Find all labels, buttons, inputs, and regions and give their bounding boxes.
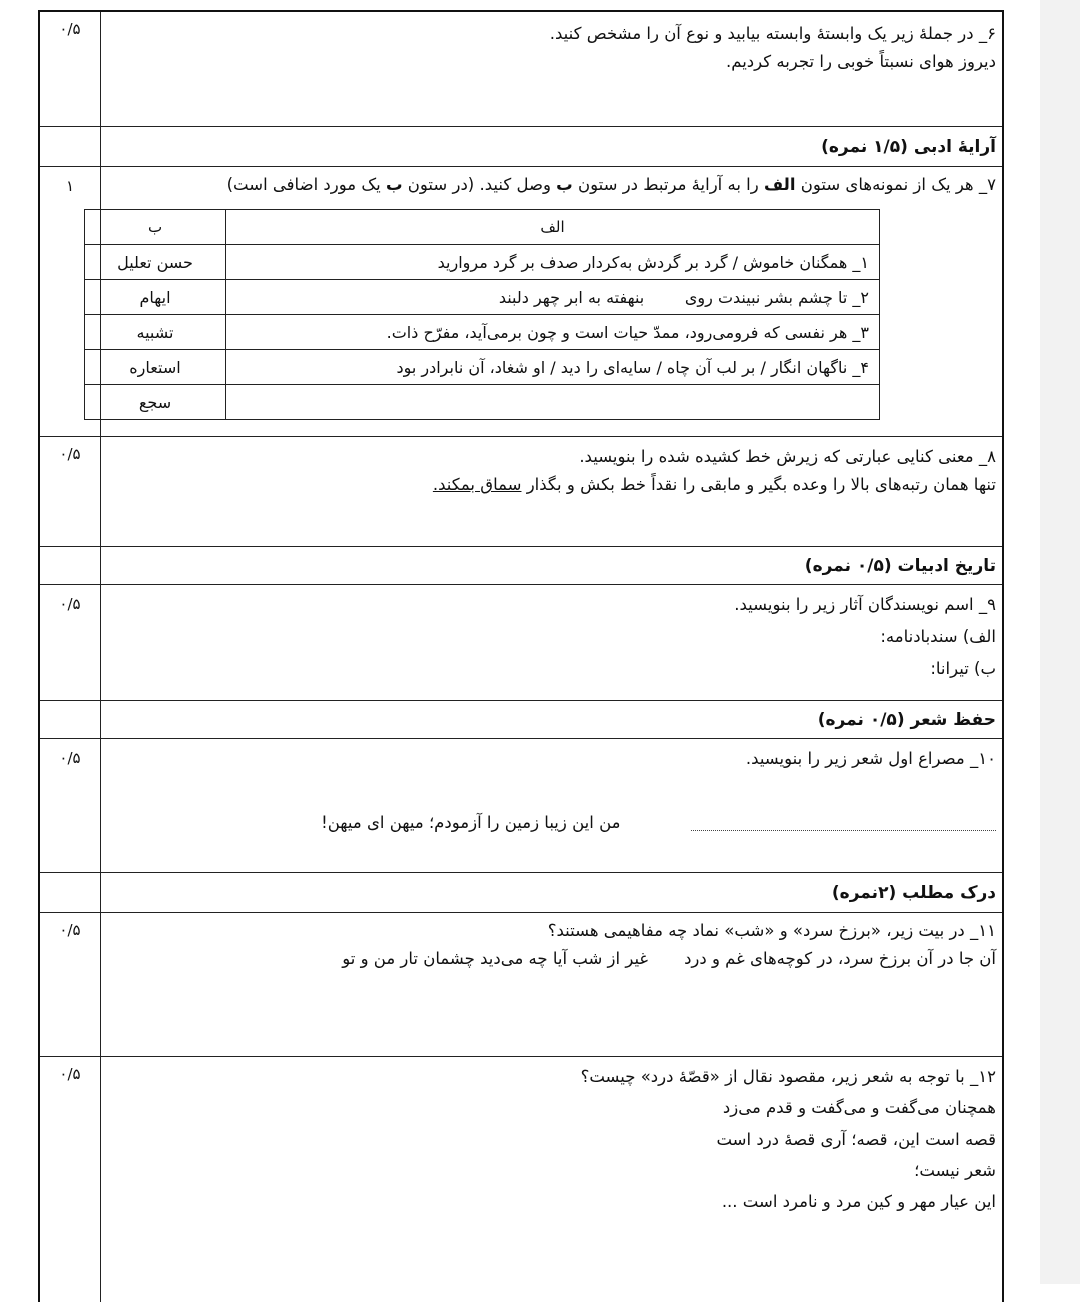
section-comprehension-row (40, 872, 1002, 911)
q11-verse (106, 945, 996, 973)
section-history-title: تاریخ ادبیات (۰/۵ نمره) (804, 556, 996, 576)
q8-score: ۰/۵ (59, 445, 81, 463)
device-cell: حسن تعلیل (85, 245, 226, 280)
matching-row (85, 280, 880, 315)
q11-verse-second-half: غیر از شب آیا چه می‌دید چشمان تار من و تو (342, 949, 649, 969)
q10-verse: من این زیبا زمین را آزمودم؛ میهن ای میهن! (321, 813, 621, 832)
exam-sheet (38, 10, 1004, 1302)
q7-score: ۱ (65, 177, 75, 195)
matching-table (84, 209, 880, 420)
section-literary-row (40, 126, 1002, 165)
q9-item-b: ب) تیرانا: (930, 659, 996, 679)
q10-prompt: ۱۰_ مصراع اول شعر زیر را بنویسید. (745, 749, 996, 768)
q7-prompt-be: ب (385, 175, 403, 194)
q8-prompt: ۸_ معنی کنایی عبارتی که زیرش خط کشیده شده را بنویسید. (579, 447, 996, 466)
section-comprehension-title: درک مطلب (۲نمره) (831, 883, 996, 903)
section-memorize-row (40, 700, 1002, 737)
q6-score: ۰/۵ (59, 20, 81, 38)
matching-row (85, 245, 880, 280)
q12-poem-line: همچنان می‌گفت و می‌گفت و قدم می‌زد (722, 1098, 996, 1118)
q12-poem-line: این عیار مهر و کین مرد و نامرد است ... (721, 1192, 996, 1212)
q9-item-a: الف) سندبادنامه: (880, 627, 996, 647)
q7-prompt-alef: الف (763, 175, 796, 194)
q7-prompt-part: ۷_ هر یک از نمونه‌های ستون (795, 175, 996, 194)
q8-content (106, 443, 996, 499)
q8-underlined-phrase: سماق بمکند. (432, 475, 522, 495)
q7-prompt-part: را به آرایهٔ مرتبط در ستون (572, 175, 764, 194)
matching-row (85, 315, 880, 350)
question-12-row (40, 1056, 1002, 1307)
q6-content (106, 20, 996, 76)
q6-sentence: دیروز هوای نسبتاً خوبی را تجربه کردیم. (725, 52, 996, 72)
matching-header-row (85, 210, 880, 245)
q9-score: ۰/۵ (59, 595, 81, 613)
q7-prompt-part: یک مورد اضافی است) (226, 175, 386, 194)
q11-verse-first-half: آن جا در آن برزخ سرد، در کوچه‌های غم و درد (684, 949, 996, 969)
q11-score: ۰/۵ (59, 921, 81, 939)
question-11-row (40, 912, 1002, 1055)
question-10-row (40, 738, 1002, 871)
question-9-row (40, 584, 1002, 699)
q8-sentence-text: تنها همان رتبه‌های بالا را وعده بگیر و مابقی را نقداً خط بکش و بگذار (521, 475, 996, 495)
q7-prompt-be: ب (556, 175, 573, 194)
q12-content (106, 1061, 996, 1218)
example-cell: ۱_ همگنان خاموش / گرد بر گردش به‌کردار صدف بر گرد مروارید (226, 245, 880, 280)
q11-prompt: ۱۱_ در بیت زیر، «برزخ سرد» و «شب» نماد چه مفاهیمی هستند؟ (547, 921, 996, 940)
example-cell: ۳_ هر نفسی که فرومی‌رود، ممدّ حیات است و چون برمی‌آید، مفرّح ذات. (226, 315, 880, 350)
section-history-row (40, 546, 1002, 583)
q12-prompt: ۱۲_ با توجه به شعر زیر، مقصود نقال از «قصّهٔ درد» چیست؟ (580, 1067, 996, 1086)
q9-content (106, 589, 996, 686)
question-6-row (40, 12, 1002, 124)
q11-content (106, 917, 996, 973)
device-cell: تشبیه (85, 315, 226, 350)
answer-blank[interactable] (691, 816, 996, 831)
column-be-header: ب (85, 210, 226, 245)
q7-prompt-line (106, 171, 996, 199)
example-cell: ۴_ ناگهان انگار / بر لب آن چاه / سایه‌ای را دید / او شغاد، آن نابرادر بود (226, 350, 880, 385)
device-cell: سجع (85, 385, 226, 420)
q6-prompt: ۶_ در جملهٔ زیر یک وابستهٔ وابسته بیابید و نوع آن را مشخص کنید. (549, 24, 996, 43)
example-cell (226, 385, 880, 420)
question-8-row (40, 436, 1002, 545)
column-alef-header: الف (226, 210, 880, 245)
matching-row (85, 385, 880, 420)
q7-prompt (106, 171, 996, 199)
q10-score: ۰/۵ (59, 749, 81, 767)
q12-poem-line: قصه است این، قصه؛ آری قصهٔ درد است (716, 1129, 996, 1149)
matching-row (85, 350, 880, 385)
q7-prompt-part: وصل کنید. (در ستون (402, 175, 557, 194)
q10-verse-line (280, 813, 996, 832)
question-7-row (40, 166, 1002, 435)
section-memorize-title: حفظ شعر (۰/۵ نمره) (817, 710, 996, 730)
device-cell: استعاره (85, 350, 226, 385)
section-literary-title: آرایهٔ ادبی (۱/۵ نمره) (821, 137, 996, 157)
q8-sentence (106, 471, 996, 499)
device-cell: ایهام (85, 280, 226, 315)
q12-poem-line: شعر نیست؛ (914, 1161, 996, 1181)
page-margin-strip (1040, 0, 1080, 1284)
example-cell: ۲_ تا چشم بشر نبیندت روی بنهفته به ابر چهر دلبند (226, 280, 880, 315)
q9-prompt: ۹_ اسم نویسندگان آثار زیر را بنویسید. (734, 595, 996, 614)
q12-score: ۰/۵ (59, 1065, 81, 1083)
